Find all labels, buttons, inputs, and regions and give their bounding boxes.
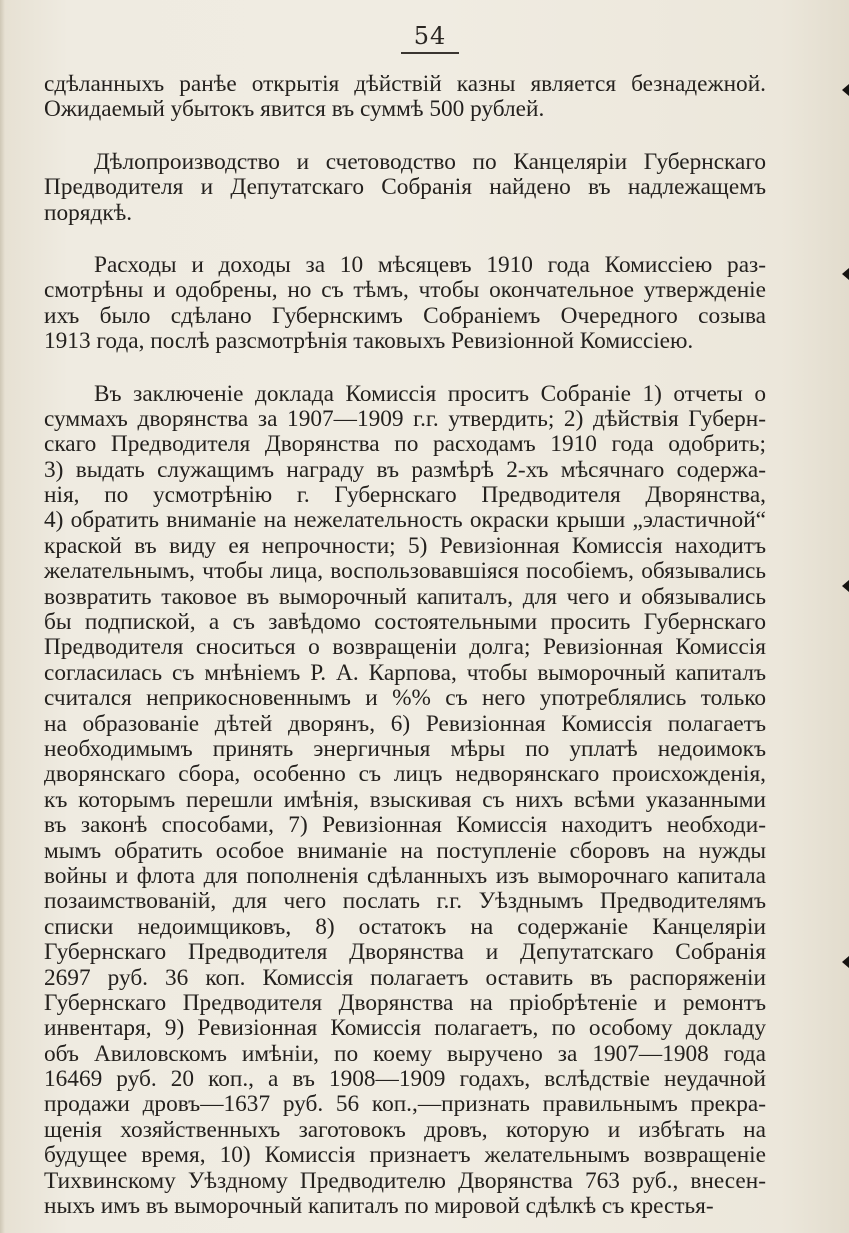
text-line: краской въ виду ея непрочности; 5) Ревизіонная Комиссія находитъ (44, 532, 766, 559)
text-line: считался неприкосновеннымъ и %% съ него употреблялись только (44, 685, 766, 712)
text-line: ныхъ имъ въ выморочный капиталъ по мировой сдѣлкѣ съ крестья- (44, 1193, 714, 1220)
text-line: ихъ было сдѣлано Губернскимъ Собраніемъ Очередного созыва (44, 302, 766, 329)
text-line: въ законѣ способами, 7) Ревизіонная Комиссія находитъ необходи- (44, 812, 766, 839)
text-line: списки недоимщиковъ, 8) остатокъ на содержаніе Канцеляріи (44, 913, 766, 940)
text-line: дворянскаго сбора, особенно съ лицъ недворянскаго происхожденія, (44, 761, 766, 788)
text-line: Губернскаго Предводителя Дворянства и Депутатскаго Собранія (44, 939, 766, 966)
text-line: Въ заключеніе доклада Комиссія проситъ Собраніе 1) отчеты о (94, 380, 766, 407)
text-line: желательнымъ, чтобы лица, воспользовавшіяся пособіемъ, обязывались (44, 558, 766, 585)
text-line: скаго Предводителя Дворянства по расходамъ 1910 года одобрить; (44, 431, 766, 458)
paragraph-gap (44, 355, 766, 382)
page-number-underline (401, 52, 459, 54)
margin-mark-icon (842, 268, 849, 280)
text-line: 1913 года, послѣ разсмотрѣнія таковыхъ Ревизіонной Комиссіею. (44, 328, 694, 355)
text-line: инвентаря, 9) Ревизіонная Комиссія полагаетъ, по особому докладу (44, 1015, 766, 1042)
text-line: Ожидаемый убытокъ явится въ суммѣ 500 рублей. (44, 96, 545, 123)
text-line: Предводителя и Депутатскаго Собранія найдено въ надлежащемъ (44, 174, 766, 201)
paragraph-gap (44, 123, 766, 150)
text-line: бы подпиской, а съ завѣдомо состоятельными просить Губернскаго (44, 609, 766, 636)
page-number: 54 (413, 22, 447, 50)
text-line: нія, по усмотрѣнію г. Губернскаго Предводителя Дворянства, (44, 482, 766, 509)
text-line: на образованіе дѣтей дворянъ, 6) Ревизіонная Комиссія полагаетъ (44, 710, 766, 737)
text-line: будущее время, 10) Комиссія признаетъ желательнымъ возвращеніе (44, 1142, 766, 1169)
margin-mark-icon (842, 580, 849, 592)
text-line: Расходы и доходы за 10 мѣсяцевъ 1910 года Комиссіею раз- (94, 251, 766, 278)
margin-mark-icon (842, 956, 849, 968)
text-line: продажи дровъ—1637 руб. 56 коп.,—признать правильнымъ прекра- (44, 1091, 766, 1118)
text-line: суммахъ дворянства за 1907—1909 г.г. утвердить; 2) дѣйствія Губерн- (44, 405, 766, 432)
text-line: 3) выдать служащимъ награду въ размѣрѣ 2-хъ мѣсячнаго содержа- (44, 456, 766, 483)
text-line: 4) обратить вниманіе на нежелательность окраски крыши „эластичной“ (44, 507, 766, 534)
text-line: согласилась съ мнѣніемъ Р. А. Карпова, чтобы выморочный капиталъ (44, 659, 766, 686)
text-line: порядкѣ. (44, 199, 133, 226)
text-line: войны и флота для пополненія сдѣланныхъ изъ выморочнаго капитала (44, 862, 766, 889)
text-line: Дѣлопроизводство и счетоводство по Канцеляріи Губернскаго (94, 148, 766, 175)
text-line: сдѣланныхъ ранѣе открытія дѣйствій казны является безнадежной. (44, 71, 766, 97)
text-line: 16469 руб. 20 коп., а въ 1908—1909 годахъ, вслѣдствіе неудачной (44, 1066, 766, 1093)
text-line: необходимымъ принять энергичныя мѣры по уплатѣ недоимокъ (44, 735, 766, 762)
text-line: объ Авиловскомъ имѣніи, по коему выручено за 1907—1908 года (44, 1040, 766, 1067)
text-line: позаимствованій, для чего послать г.г. Уѣзднымъ Предводителямъ (44, 888, 766, 915)
margin-mark-icon (842, 84, 849, 96)
text-line: Тихвинскому Уѣздному Предводителю Дворянства 763 руб., внесен- (44, 1167, 766, 1194)
paragraph (44, 150, 766, 226)
paragraph (44, 72, 766, 123)
text-line: Губернскаго Предводителя Дворянства на пріобрѣтеніе и ремонтъ (44, 989, 766, 1016)
text-line: мымъ обратить особое вниманіе на поступленіе сборовъ на нужды (44, 837, 766, 864)
scan-edge (0, 0, 5, 1233)
text-line: къ которымъ перешли имѣнія, взыскивая съ нихъ всѣми указанными (44, 786, 766, 813)
page-body (44, 72, 766, 1219)
text-line: возвратить таковое въ выморочный капиталъ, для чего и обязывались (44, 583, 766, 610)
paragraph-gap (44, 226, 766, 253)
paragraph (44, 253, 766, 355)
text-line: смотрѣны и одобрены, но съ тѣмъ, чтобы окончательное утвержденіе (44, 277, 766, 304)
text-line: 2697 руб. 36 коп. Комиссія полагаетъ оставить въ распоряженіи (44, 964, 766, 991)
text-line: Предводителя сноситься о возвращеніи долга; Ревизіонная Комиссія (44, 634, 766, 661)
text-line: щенія хозяйственныхъ заготовокъ дровъ, которую и избѣгать на (44, 1116, 766, 1143)
paragraph (44, 382, 766, 1220)
